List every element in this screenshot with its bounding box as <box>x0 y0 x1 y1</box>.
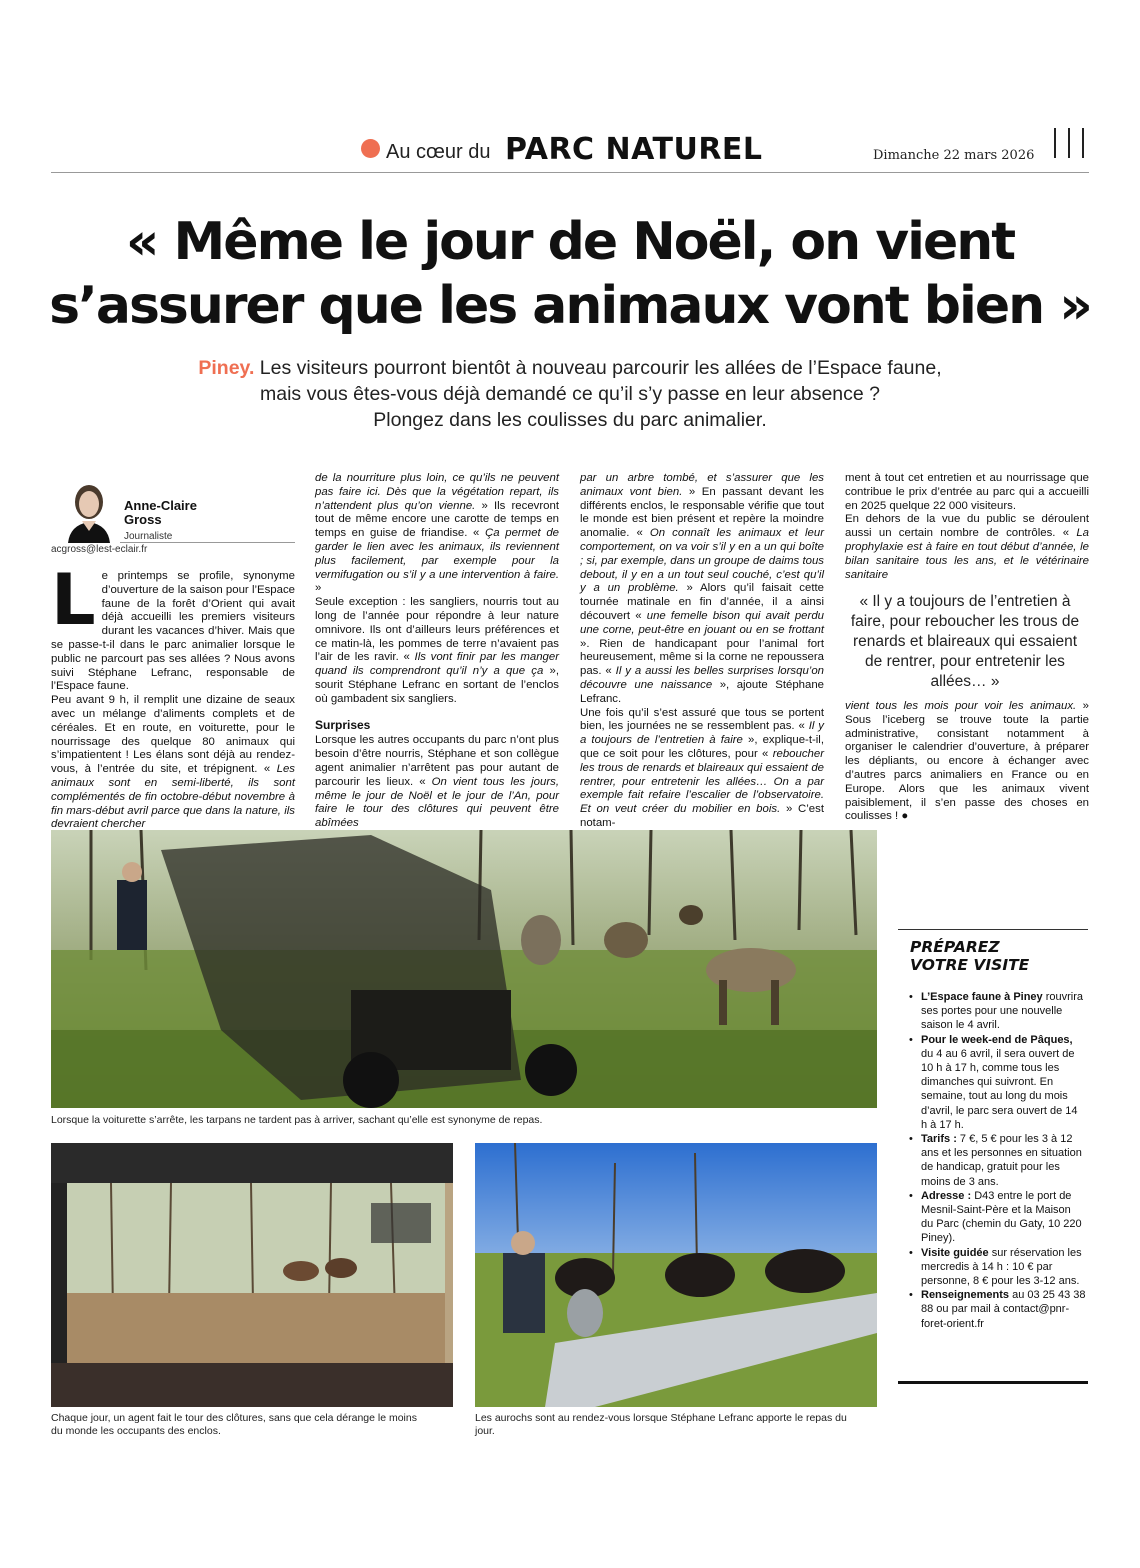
photo-vehicle-tarpans <box>51 830 877 1108</box>
sidebar-item-label: Visite guidée <box>921 1246 989 1259</box>
col4-paragraph-2: En dehors de la vue du public se déroulent aussi un certain nombre de contrôles. « <box>845 513 1089 540</box>
sidebar-item-text: rouvrira ses portes pour une nouvelle saison le 4 avril. <box>921 991 1084 1032</box>
lead-line-2: mais vous êtes-vous déjà demandé ce qu’il s’y passe en leur absence ? <box>259 383 881 405</box>
col4-quote-2: vient tous les mois pour voir les animaux. <box>845 700 1077 712</box>
caption-right-photo: Les aurochs sont au rendez-vous lorsque Stéphane Lefranc apporte le repas du jour. <box>475 1412 847 1437</box>
sidebar-bottom-rule <box>898 1381 1088 1384</box>
page-number-bars-icon <box>1052 128 1086 158</box>
col3-paragraph-2: Une fois qu’il s’est assuré que tous se portent bien, les journées ne se ressemblent pas. « <box>580 706 824 733</box>
drop-cap: L <box>51 559 96 641</box>
col2-quote-close: » <box>315 582 322 595</box>
header-divider <box>51 172 1089 173</box>
author-email[interactable]: acgross@lest-eclair.fr <box>51 544 148 555</box>
sidebar-item-label: Renseignements <box>921 1289 1010 1302</box>
caption-left-photo: Chaque jour, un agent fait le tour des clôtures, sans que cela dérange le moins du monde les occupants des enclos. <box>51 1412 417 1437</box>
article-column-2 <box>315 472 559 831</box>
author-name: Anne-Claire Gross <box>124 498 197 527</box>
sidebar-item <box>906 1132 1086 1189</box>
col2-paragraph-2: Seule exception : les sangliers, nourris tout au long de l’année pour répondre à leur nature omnivore. Ils ont d’ailleurs leurs préférences et ce matin-là, les pommes de terre n’avaient pas l’air de les ravir. « <box>315 596 559 664</box>
sidebar-item-label: Adresse : <box>921 1189 972 1202</box>
sidebar-title <box>910 938 1080 974</box>
sidebar-item <box>906 1033 1086 1132</box>
col2-quote-1: de la nourriture plus loin, ce qu’ils ne peuvent pas faire ici. Dès que la végétation repart, ils n’attendent plus qu’on vienne. <box>315 472 559 512</box>
article-column-4-top <box>845 472 1089 582</box>
sidebar-item <box>906 1288 1086 1331</box>
lead-paragraph <box>110 355 1030 433</box>
col3-text-2: ». Rien de handicapant pour l’animal fort heureusement, même si la corne ne repoussera pas. « <box>580 637 824 678</box>
col4-paragraph-3: » Sous l’iceberg se trouve toute la partie administrative, consistant notamment à organiser le calendrier d’ouverture, à préparer les dépliants, ou encore à échanger avec d’autres parcs animaliers en France ou en Europe. Alors que les animaux vivent paisiblement, il s’en passe des choses en coulisses ! ● <box>845 700 1089 823</box>
author-role: Journaliste <box>124 531 173 542</box>
photo-fence-tour <box>51 1143 453 1407</box>
col1-quote: Les animaux sont en semi-liberté, ils sont complémentés de fin octobre-début novembre à fin mars-début avril parce que dans la nature, ils devraient chercher <box>51 763 295 831</box>
col3-quote-1: par un arbre tombé, et s’assurer que les animaux vont bien. <box>580 472 824 498</box>
sidebar-title-line-1: PRÉPAREZ <box>910 938 1000 956</box>
col3-text-4: », explique-t-il, que ce soit pour les clôtures, pour « <box>580 734 825 760</box>
col1-paragraph-1: e printemps se profile, synonyme d’ouverture de la saison pour l’Espace faune de la forêt d’Orient qui avait déjà accueilli les premiers visiteurs durant les vacances d’hiver. Mais que se passe-t-il dans le parc animalier lorsque le public ne parcourt pas ses allées ? Nous avons suivi Stéphane Lefranc, responsable de l’Espace faune. <box>51 570 295 693</box>
sidebar-item <box>906 1189 1086 1246</box>
caption-main-photo: Lorsque la voiturette s’arrête, les tarpans ne tardent pas à arriver, sachant qu’elle est synonyme de repas. <box>51 1114 543 1126</box>
col2-paragraph-1: » Ils recevront tout de même encore une carotte de temps en temps en guise de friandise. « <box>315 499 559 540</box>
col3-quote-2: On connaît les animaux et leur comportement, on va voir s’il y en a un qui boîte ; si, par exemple, dans un groupe de daims tous debout, il y en a un tout seul couché, c’est qu’il y a un problème. <box>580 527 824 595</box>
photo-aurochs-feeding <box>475 1143 877 1407</box>
sidebar-item-text: au 03 25 43 38 88 ou par mail à contact@pnr-foret-orient.fr <box>921 1289 1086 1330</box>
author-avatar <box>60 475 118 543</box>
col2-paragraph-3: Lorsque les autres occupants du parc n’ont plus besoin d’être nourris, Stéphane et son collègue agent animalier n’arrêtent pas pour autant de parcourir les lieux. « <box>315 734 559 788</box>
sidebar-item-text: D43 entre le port de Mesnil-Saint-Père et la Maison du Parc (chemin du Gaty, 10 220 Piney). <box>921 1189 1082 1245</box>
headline <box>30 210 1110 338</box>
sidebar-item <box>906 1246 1086 1289</box>
sidebar-item-text: du 4 au 6 avril, il sera ouvert de 10 h à 17 h, comme tous les dimanches qui suivront. En semaine, tout au long du mois d’avril, le parc sera ouvert de 14 h à 17 h. <box>921 1047 1078 1131</box>
article-column-3 <box>580 472 824 831</box>
rubric-prefix: Au cœur du <box>386 141 491 163</box>
col3-quote-3: une femelle bison qui avait perdu une corne, peut-être en jouant ou en se frottant <box>580 609 824 636</box>
headline-line-2: s’assurer que les animaux vont bien » <box>49 276 1091 336</box>
article-column-4-bottom <box>845 700 1089 824</box>
rubric-title: PARC NATUREL <box>505 132 763 167</box>
sidebar-item-label: Tarifs : <box>921 1133 957 1146</box>
sidebar-top-rule <box>898 929 1088 930</box>
subhead-surprises: Surprises <box>315 717 371 732</box>
col3-text-5: » C’est notam- <box>580 803 824 829</box>
col3-text-3: », ajoute Stéphane Lefranc. <box>580 678 825 705</box>
author-divider <box>120 542 295 543</box>
sidebar-item-text: 7 €, 5 € pour les 3 à 12 ans et les personnes en situation de handicap, gratuit pour les moins de 3 ans. <box>921 1133 1082 1188</box>
pull-quote: « Il y a toujours de l’entretien à faire, pour reboucher les trous de renards et blaireaux qui essaient de rentrer, pour entretenir les allées… » <box>850 593 1080 690</box>
article-column-1 <box>51 559 295 832</box>
lead-line-3: Plongez dans les coulisses du parc animalier. <box>373 409 767 431</box>
sidebar-title-line-2: VOTRE VISITE <box>910 956 1030 974</box>
col3-quote-6: reboucher les trous de renards et blaireaux qui essaient de rentrer, pour entretenir les allées… On a par exemple fait refaire l’escalier de l’observatoire. Et on veut créer du mobilier en bois. <box>580 747 824 816</box>
sidebar-item <box>906 990 1086 1033</box>
sidebar-item-label: Pour le week-end de Pâques, <box>921 1033 1073 1046</box>
col4-quote-1: La prophylaxie est à faire en tout début d’année, le bilan sanitaire tous les ans, et le vétérinaire sanitaire <box>845 527 1089 581</box>
col3-quote-4: Il y a aussi les belles surprises lorsqu’on découvre une naissance <box>580 665 824 691</box>
sidebar-item-label: L’Espace faune à Piney <box>921 991 1043 1003</box>
col2-paragraph-2-end: », sourit Stéphane Lefranc en sortant de l’enclos où gambadent six sangliers. <box>315 665 559 705</box>
col2-quote-2: Ça permet de garder le lien avec les animaux, ils reviennent plus facilement, par exemple pour la vermifugation ou s’il y a une intervention à faire. <box>315 527 560 581</box>
col2-quote-4: On vient tous les jours, même le jour de Noël et le jour de l’An, pour faire le tour des clôtures qui peuvent être abîmées <box>315 775 559 830</box>
lead-line-1: Les visiteurs pourront bientôt à nouveau parcourir les allées de l’Espace faune, <box>259 357 942 379</box>
col3-text-1: » Alors qu’il faisait cette tournée matinale en fin d’année, il a ainsi découvert « <box>580 582 824 622</box>
issue-date: Dimanche 22 mars 2026 <box>873 148 1035 163</box>
col2-quote-3: Ils vont finir par les manger quand ils comprendront qu’il n’y a que ça <box>315 651 559 678</box>
col3-paragraph-1: » En passant devant les différents enclos, le responsable vérifie que tout le monde est bien présent et repère la moindre anomalie. « <box>580 485 824 540</box>
col1-paragraph-2: Peu avant 9 h, il remplit une dizaine de seaux avec un mélange d’aliments complets et de céréales. Et en route, en voiturette, pour le nourrissage des quelque 80 animaux qui s’impatientent ! Les élans sont déjà au rendez-vous, à l’entrée du site, et trépignent. « <box>51 694 295 776</box>
sidebar-info-list <box>906 990 1086 1331</box>
headline-line-1: « Même le jour de Noël, on vient <box>125 212 1015 272</box>
lead-location: Piney. <box>198 357 255 379</box>
col3-quote-5: Il y a toujours de l’entretien à faire <box>580 720 825 747</box>
col4-paragraph-1: ment à tout cet entretien et au nourrissage que contribue le prix d’entrée au parc qui a accueilli en 2025 quelque 22 000 visiteurs. <box>845 472 1089 512</box>
rubric-dot-icon <box>361 139 380 158</box>
sidebar-item-text: sur réservation les mercredis à 14 h : 10 € par personne, 8 € pour les 3-12 ans. <box>921 1246 1082 1288</box>
